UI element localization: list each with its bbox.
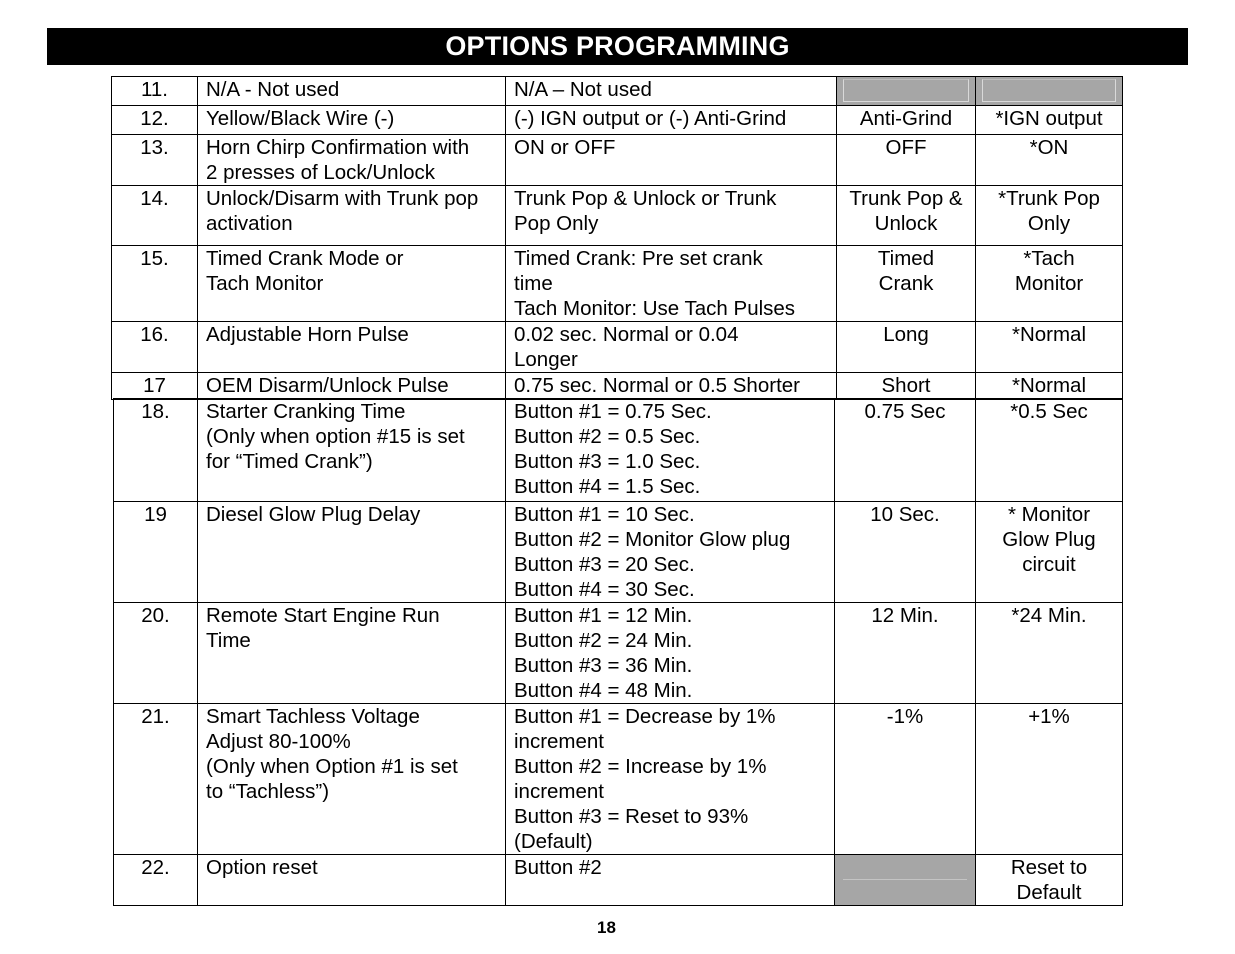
option-number: 15. [112,246,198,322]
option-blank-cell [976,77,1123,106]
option-settings: Timed Crank: Pre set crank time Tach Monitor: Use Tach Pulses [506,246,837,322]
option-settings: Button #1 = Decrease by 1% increment Button #2 = Increase by 1% increment Button #3 = Reset to 93% (Default) [506,704,835,855]
option-value-1: 0.75 Sec [835,399,976,502]
table-row [114,603,1123,704]
option-settings: Button #1 = 12 Min. Button #2 = 24 Min. Button #3 = 36 Min. Button #4 = 48 Min. [506,603,835,704]
options-table-upper [111,76,1123,400]
option-number: 19 [114,502,198,603]
option-settings: Button #1 = 10 Sec. Button #2 = Monitor Glow plug Button #3 = 20 Sec. Button #4 = 30 Sec. [506,502,835,603]
option-value-1: OFF [837,135,976,186]
table-row [112,135,1123,186]
option-value-2: *Trunk Pop Only [976,186,1123,246]
option-feature: N/A - Not used [198,77,506,106]
table-row [114,502,1123,603]
table-row [114,399,1123,502]
option-number: 17 [112,373,198,400]
option-feature: Adjustable Horn Pulse [198,322,506,373]
option-feature: Timed Crank Mode or Tach Monitor [198,246,506,322]
table-row [112,373,1123,400]
option-value-2: *0.5 Sec [976,399,1123,502]
option-value-2: *24 Min. [976,603,1123,704]
option-value-1: Trunk Pop & Unlock [837,186,976,246]
option-feature: Unlock/Disarm with Trunk pop activation [198,186,506,246]
option-settings: ON or OFF [506,135,837,186]
option-settings: Button #2 [506,855,835,906]
page-title: OPTIONS PROGRAMMING [47,28,1188,65]
option-blank-cell [837,77,976,106]
option-value-2: *Tach Monitor [976,246,1123,322]
table-row [112,322,1123,373]
table-row [112,106,1123,135]
option-feature: Smart Tachless Voltage Adjust 80-100% (Only when Option #1 is set to “Tachless”) [198,704,506,855]
option-number: 20. [114,603,198,704]
option-settings: Trunk Pop & Unlock or Trunk Pop Only [506,186,837,246]
table-row [114,855,1123,906]
option-number: 18. [114,399,198,502]
option-number: 12. [112,106,198,135]
option-value-1: -1% [835,704,976,855]
option-feature: Remote Start Engine Run Time [198,603,506,704]
option-value-1: Long [837,322,976,373]
option-value-2: * Monitor Glow Plug circuit [976,502,1123,603]
option-settings: N/A – Not used [506,77,837,106]
table-row [112,77,1123,106]
option-feature: Starter Cranking Time (Only when option #15 is set for “Timed Crank”) [198,399,506,502]
option-number: 14. [112,186,198,246]
option-value-1: Short [837,373,976,400]
option-value-2: *Normal [976,373,1123,400]
option-settings: (-) IGN output or (-) Anti-Grind [506,106,837,135]
table-row [112,186,1123,246]
option-feature: Yellow/Black Wire (-) [198,106,506,135]
option-settings: 0.02 sec. Normal or 0.04 Longer [506,322,837,373]
option-value-2: +1% [976,704,1123,855]
option-number: 16. [112,322,198,373]
option-number: 13. [112,135,198,186]
option-blank-cell [835,855,976,906]
option-value-2: *IGN output [976,106,1123,135]
option-value-1: Timed Crank [837,246,976,322]
option-value-2: *ON [976,135,1123,186]
option-feature: OEM Disarm/Unlock Pulse [198,373,506,400]
option-value-2: *Normal [976,322,1123,373]
option-number: 22. [114,855,198,906]
options-table-lower [113,398,1123,906]
option-value-1: Anti-Grind [837,106,976,135]
option-value-1: 10 Sec. [835,502,976,603]
option-number: 21. [114,704,198,855]
option-feature: Horn Chirp Confirmation with 2 presses of Lock/Unlock [198,135,506,186]
option-settings: Button #1 = 0.75 Sec. Button #2 = 0.5 Sec. Button #3 = 1.0 Sec. Button #4 = 1.5 Sec. [506,399,835,502]
option-settings: 0.75 sec. Normal or 0.5 Shorter [506,373,837,400]
option-feature: Option reset [198,855,506,906]
option-value-2: Reset to Default [976,855,1123,906]
table-row [112,246,1123,322]
table-row [114,704,1123,855]
option-value-1: 12 Min. [835,603,976,704]
option-number: 11. [112,77,198,106]
option-feature: Diesel Glow Plug Delay [198,502,506,603]
page-number: 18 [597,918,616,937]
